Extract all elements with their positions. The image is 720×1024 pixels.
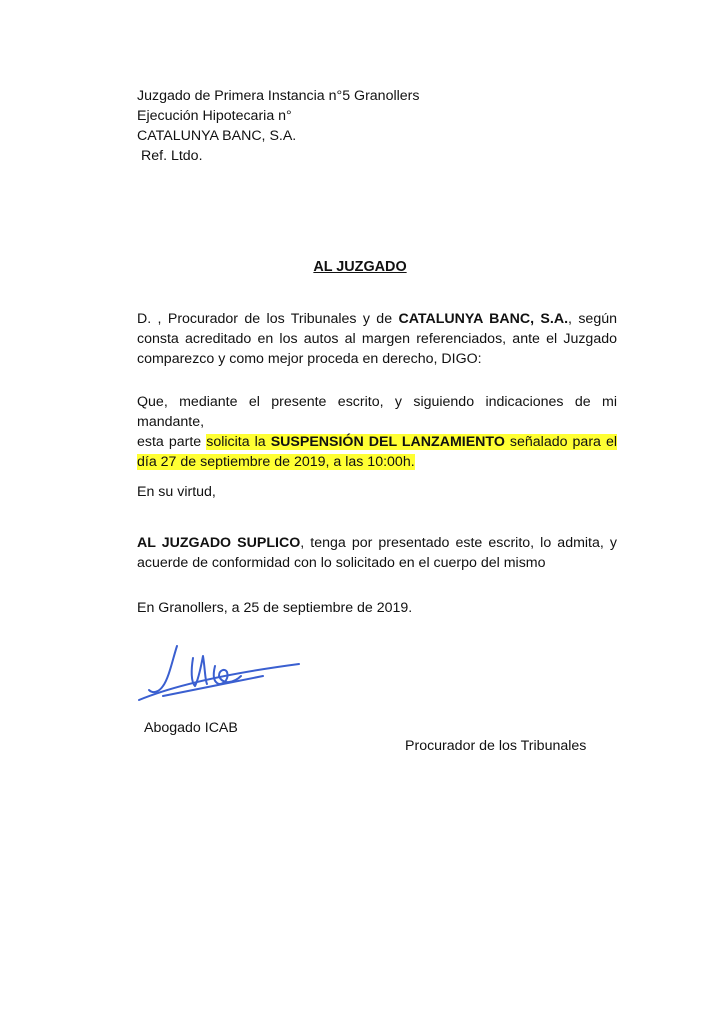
case-header [137, 86, 419, 166]
highlighted-date: día 27 de septiembre de 2019, a las 10:00h. [137, 454, 415, 470]
signature-stroke [139, 664, 299, 700]
highlighted-text [206, 434, 617, 450]
reference-line: Ref. Ltdo. [141, 148, 203, 164]
text-fragment: , según [568, 311, 617, 327]
paragraph-line [137, 452, 617, 472]
petition-paragraph [137, 533, 617, 573]
text-fragment: solicita la [206, 434, 271, 450]
request-paragraph [137, 392, 617, 472]
virtue-paragraph: En su virtud, [137, 484, 216, 500]
place-date-line: En Granollers, a 25 de septiembre de 2019. [137, 600, 413, 616]
signature-stroke [149, 646, 177, 692]
appearance-paragraph [137, 309, 617, 369]
paragraph-line: comparezco y como mejor proceda en derecho, DIGO: [137, 351, 482, 367]
petition-bold: AL JUZGADO SUPLICO [137, 535, 301, 551]
procurador-signature-label: Procurador de los Tribunales [405, 738, 587, 754]
paragraph-line: Que, mediante el presente escrito, y siguiendo indicaciones de mi mandante, [137, 394, 617, 430]
suspension-request-bold: SUSPENSIÓN DEL LANZAMIENTO [270, 434, 505, 450]
execution-line: Ejecución Hipotecaria n° [137, 108, 292, 124]
paragraph-line: acuerde de conformidad con lo solicitado en el cuerpo del mismo [137, 555, 546, 571]
paragraph-line [137, 309, 617, 329]
text-fragment: D. , Procurador de los Tribunales y de [137, 311, 399, 327]
signature-icon [133, 638, 313, 708]
paragraph-line [137, 533, 617, 553]
paragraph-line [137, 432, 617, 452]
court-line: Juzgado de Primera Instancia n°5 Granollers [137, 88, 420, 104]
document-title: AL JUZGADO [313, 259, 407, 275]
paragraph-line: consta acreditado en los autos al margen referenciados, ante el Juzgado [137, 331, 617, 347]
text-fragment: esta parte [137, 434, 207, 450]
abogado-signature-label: Abogado ICAB [144, 720, 238, 736]
text-fragment: señalado para el [504, 434, 618, 450]
party-name-bold: CATALUNYA BANC, S.A. [398, 311, 569, 327]
text-fragment: , tenga por presentado este escrito, lo admita, y [300, 535, 617, 551]
party-line: CATALUNYA BANC, S.A. [137, 128, 297, 144]
